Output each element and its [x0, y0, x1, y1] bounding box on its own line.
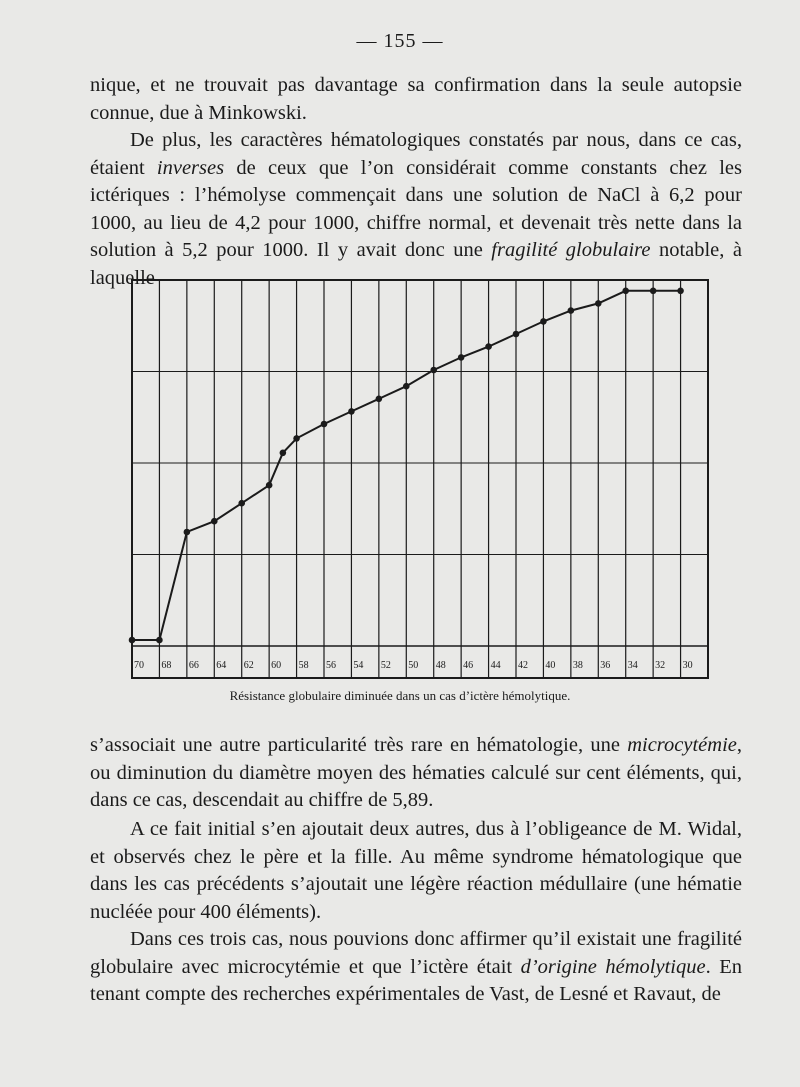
x-tick-label: 68 [161, 660, 172, 671]
x-tick-label: 62 [243, 660, 254, 671]
data-point [266, 482, 273, 489]
data-point [568, 307, 575, 314]
paragraph-5 [90, 926, 742, 1009]
data-point [348, 408, 355, 415]
x-tick-label: 36 [600, 660, 611, 671]
x-tick-label: 38 [572, 660, 583, 671]
paragraph-2-text-c: de ceux que l’on considérait comme constants chez les ictériques : l’hémolyse commençait dans une solution de NaCl à 6,2 pour 1000, au lieu de 4,2 pour 1000, chiffre normal, et devenait très nette dans la solution à 5,2 pour 1000. Il y avait donc une [90, 156, 742, 261]
paragraph-2-italic-fragilite: fragilité globulaire [491, 239, 651, 261]
x-tick-label: 40 [545, 660, 556, 671]
x-tick-label: 30 [682, 660, 693, 671]
x-tick-label: 50 [408, 660, 419, 671]
data-point [458, 354, 465, 361]
plot-frame [132, 280, 708, 678]
data-point [485, 343, 492, 350]
paragraph-2-text-a: De plus, les caractères hématologiques constatés par nous, dans ce cas, étaient [90, 129, 742, 179]
x-tick-label: 52 [380, 660, 391, 671]
data-point [293, 435, 300, 442]
paragraph-4: A ce fait initial s’en ajoutait deux autres, dus à l’obligeance de M. Widal, et observés chez le père et la fille. Au même syndrome hématologique que dans les cas précédents s’ajoutait une légère réaction médullaire (une hématie nucléée pour 400 éléments). [90, 818, 742, 923]
x-tick-label: 58 [298, 660, 309, 671]
x-tick-label: 60 [271, 660, 282, 671]
paragraph-2-text-e: notable, à laquelle [90, 239, 742, 289]
paragraph-2 [90, 127, 742, 292]
resistance-chart [0, 270, 800, 690]
paragraph-3-text-c: , ou diminution du diamètre moyen des hématies calculé sur cent éléments, qui, dans ce cas, descendait au chiffre de 5,89. [90, 734, 742, 811]
paragraph-3-italic-microcytemie: microcytémie [627, 734, 737, 756]
paragraph-5-text-c: . En tenant compte des recherches expérimentales de Vast, de Lesné et Ravaut, de [90, 955, 743, 1005]
paragraph-2-italic-inverses: inverses [156, 156, 225, 179]
data-point [129, 637, 136, 644]
data-point [513, 331, 520, 338]
data-point [622, 288, 629, 295]
paragraph-5-text-a: Dans ces trois cas, nous pouvions donc affirmer qu’il existait une fragilité globulaire avec microcytémie et que l’ictère était [90, 928, 742, 978]
data-point [595, 300, 602, 307]
data-point [211, 518, 218, 525]
data-point [540, 318, 547, 325]
paragraph-3-text-a: s’associait une autre particularité très rare en hématologie, une [90, 734, 628, 756]
data-point [184, 529, 191, 536]
paragraph-1: nique, et ne trouvait pas davantage sa confirmation dans la seule autopsie connue, due à Minkowski. [90, 74, 742, 124]
data-point [238, 500, 245, 507]
data-point [280, 450, 287, 457]
x-tick-label: 34 [627, 660, 638, 671]
chart-figure [0, 270, 800, 720]
x-tick-label: 70 [134, 660, 144, 671]
x-tick-label: 56 [326, 660, 336, 671]
data-point [430, 367, 437, 374]
paragraph-3 [90, 732, 742, 815]
page-number: — 155 — [356, 30, 444, 52]
paragraph-5-italic-origine: d’origine hémolytique [520, 955, 706, 978]
x-tick-label: 42 [518, 660, 528, 671]
x-tick-label: 64 [216, 660, 227, 671]
x-tick-label: 46 [463, 660, 474, 671]
x-tick-label: 44 [490, 660, 501, 671]
data-point [376, 396, 383, 403]
x-tick-label: 48 [435, 660, 446, 671]
x-tick-label: 54 [353, 660, 364, 671]
data-point [650, 288, 657, 295]
x-tick-label: 66 [188, 660, 199, 671]
chart-caption: Résistance globulaire diminuée dans un cas d’ictère hémolytique. [229, 688, 571, 703]
data-point [403, 383, 410, 390]
data-point [677, 288, 684, 295]
data-point [156, 637, 163, 644]
x-tick-label: 32 [655, 660, 666, 671]
data-point [321, 421, 328, 428]
